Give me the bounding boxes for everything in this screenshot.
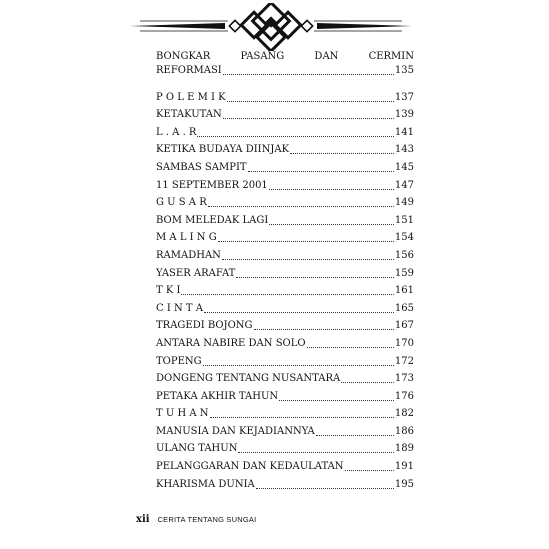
toc-entry-page: 156 [394,249,414,261]
dot-leader [210,417,394,418]
toc-entry-title: DONGENG TENTANG NUSANTARA [156,373,341,385]
toc-entry [156,262,414,280]
toc-entry-page: 154 [394,232,414,244]
diamond-knot-ornament-icon [130,3,412,51]
toc-entry-page: 161 [394,285,414,297]
page-footer [136,514,256,525]
dot-leader [197,136,393,137]
dot-leader [290,153,394,154]
toc-entry [156,420,414,438]
toc-entry-title: 11 SEPTEMBER 2001 [156,179,268,191]
dot-leader [345,470,394,471]
toc-entry-title: T U H A N [156,408,209,420]
dot-leader [269,224,394,225]
toc-entry-page: 147 [394,179,414,191]
dot-leader [238,452,393,453]
toc-entry-title: ANTARA NABIRE DAN SOLO [156,337,306,349]
dot-leader [223,118,394,119]
toc-entry-title: P O L E M I K [156,91,226,103]
toc-entry-title: PELANGGARAN DAN KEDAULATAN [156,461,344,473]
toc-entry-page: 191 [394,461,414,473]
dot-leader [203,365,394,366]
toc-entry-title-line2 [156,65,414,77]
toc-entry-title: TRAGEDI BOJONG [156,320,253,332]
toc-entry-title-word: BONGKAR [156,51,211,62]
toc-entry-title: REFORMASI [156,65,222,76]
toc-entry-title: KHARISMA DUNIA [156,478,255,490]
dot-leader [218,241,394,242]
toc-entry-title: G U S A R [156,197,207,209]
toc-entry-page: 167 [394,320,414,332]
dot-leader [256,488,394,489]
dot-leader [181,294,393,295]
toc-entry-title: PETAKA AKHIR TAHUN [156,390,279,402]
table-of-contents [156,51,414,491]
dot-leader [208,206,394,207]
toc-entry-page: 165 [394,302,414,314]
footer-page-number: xii [136,514,150,525]
toc-entry-page: 176 [394,390,414,402]
toc-entry-title-word: CERMIN [368,51,414,62]
toc-entry [156,350,414,368]
toc-entry-title-word: DAN [314,51,339,62]
dot-leader [307,347,394,348]
toc-entry-title-line1 [156,51,414,63]
toc-entry-page: 182 [394,408,414,420]
dot-leader [279,400,394,401]
toc-entry-title: MANUSIA DAN KEJADIANNYA [156,425,315,437]
toc-entry-title: KETIKA BUDAYA DIINJAK [156,144,290,156]
toc-entry [156,280,414,298]
toc-entry-page: 189 [394,443,414,455]
toc-entry [156,332,414,350]
dot-leader [236,277,394,278]
dot-leader [248,171,394,172]
toc-entry-title: RAMADHAN [156,249,221,261]
toc-entry [156,473,414,491]
toc-entry [156,297,414,315]
toc-entry [156,192,414,210]
toc-entry [156,174,414,192]
toc-entry-title: ULANG TAHUN [156,443,238,455]
toc-entry [156,51,414,86]
toc-entry-page: 186 [394,425,414,437]
toc-entry-title: YASER ARAFAT [156,267,236,279]
toc-entry [156,86,414,104]
dot-leader [222,259,394,260]
toc-entry-title: C I N T A [156,302,203,314]
toc-entry [156,244,414,262]
toc-entry [156,455,414,473]
dot-leader [204,312,394,313]
toc-entry-page: 143 [394,144,414,156]
dot-leader [341,382,394,383]
toc-entry-title: T K I [156,285,181,297]
dot-leader [227,101,394,102]
toc-entry-title-word: PASANG [240,51,285,62]
toc-entry [156,156,414,174]
toc-entry-page: 145 [394,161,414,173]
toc-entry-title: TOPENG [156,355,202,367]
dot-leader [254,329,394,330]
toc-entry [156,139,414,157]
toc-entry-title: SAMBAS SAMPIT [156,161,247,173]
toc-entry-page: 173 [394,373,414,385]
toc-entry [156,209,414,227]
toc-entry [156,385,414,403]
footer-book-title: CERITA TENTANG SUNGAI [157,515,257,524]
toc-entry-title: L . A . R [156,126,197,138]
toc-entry-page: 137 [394,91,414,103]
toc-entry [156,368,414,386]
dot-leader [316,435,394,436]
toc-entry [156,227,414,245]
toc-entry-page: 149 [394,197,414,209]
toc-entry-title: BOM MELEDAK LAGI [156,214,269,226]
toc-entry-page: 170 [394,337,414,349]
toc-entry-page: 141 [394,126,414,138]
toc-entry [156,121,414,139]
toc-entry [156,104,414,122]
toc-entry [156,438,414,456]
toc-entry-title: KETAKUTAN [156,109,222,121]
dot-leader [223,74,394,75]
toc-entry-page: 195 [394,478,414,490]
toc-entry-page: 159 [394,267,414,279]
toc-entry-page: 135 [394,65,414,76]
dot-leader [269,189,394,190]
toc-entry-page: 172 [394,355,414,367]
toc-entry-page: 139 [394,109,414,121]
toc-entry-title: M A L I N G [156,232,217,244]
toc-entry [156,403,414,421]
toc-entry-page: 151 [394,214,414,226]
toc-entry [156,315,414,333]
